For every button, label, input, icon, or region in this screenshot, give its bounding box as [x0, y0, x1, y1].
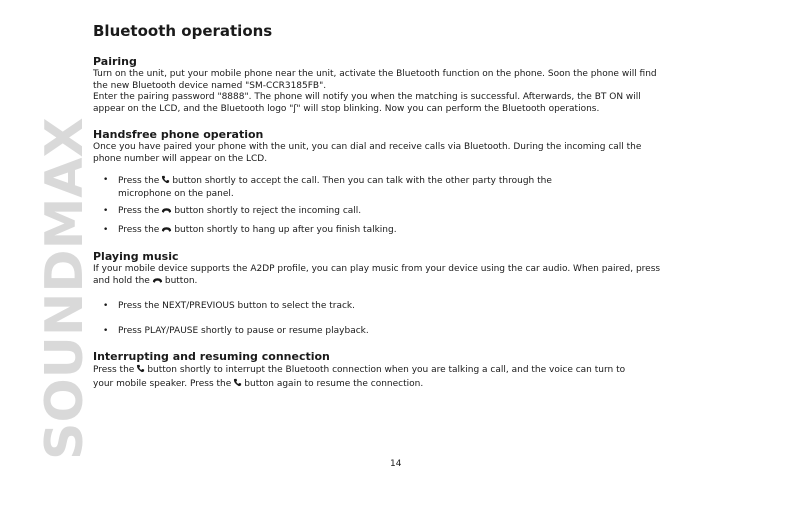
music-line-2-post: button. [164, 275, 198, 286]
handsfree-line-1: Once you have paired your phone with the unit, you can dial and receive calls via Bluetooth. During the incoming call the [93, 142, 642, 152]
bullet-dot: • [103, 224, 109, 235]
bullet-text: Press PLAY/PAUSE shortly to pause or resume playback. [118, 325, 369, 336]
pairing-line-2: the new Bluetooth device named "SM-CCR3185FB". [93, 80, 327, 91]
phone-hangup-icon [161, 226, 172, 238]
pairing-line-3: Enter the pairing password "8888". The phone will notify you when the matching is successful. Afterwards, the BT ON will [93, 92, 641, 102]
page-content [93, 20, 723, 391]
handsfree-heading: Handsfree phone operation [93, 128, 264, 141]
list-item [103, 175, 723, 200]
phone-accept-icon [161, 175, 170, 189]
list-item [103, 206, 723, 219]
bullet-dot: • [103, 175, 109, 185]
interrupt-line-2-post: button again to resume the connection. [244, 378, 424, 389]
music-heading: Playing music [93, 250, 179, 263]
list-item [103, 225, 723, 238]
bullet-text: Press the NEXT/PREVIOUS button to select the track. [118, 301, 355, 311]
pairing-line-4: appear on the LCD, and the Bluetooth logo "ʃ" will stop blinking. Now you can perform the Bluetooth operations. [93, 103, 600, 114]
bullet-dot: • [103, 206, 109, 216]
interrupt-heading: Interrupting and resuming connection [93, 350, 330, 363]
list-item [103, 326, 723, 338]
interrupt-line-2-pre: your mobile speaker. Press the [93, 378, 232, 389]
bullet-text-pre: Press the [118, 176, 160, 186]
handsfree-line-2: phone number will appear on the LCD. [93, 153, 268, 164]
bullet-text-post: button shortly to accept the call. Then you can talk with the other party through the [172, 176, 552, 186]
music-line-2 [93, 276, 723, 289]
bullet-text-continued: microphone on the panel. [118, 188, 234, 199]
phone-accept-icon [136, 364, 145, 378]
interrupt-line-1-pre: Press the [93, 365, 135, 375]
phone-accept-icon [233, 378, 242, 392]
handsfree-bullet-list [93, 175, 723, 237]
bullet-text-post: button shortly to reject the incoming call. [174, 206, 362, 216]
watermark-text: SOUNDMAX [35, 117, 95, 460]
page-number: 14 [390, 459, 402, 469]
interrupt-line-1-post: button shortly to interrupt the Bluetooth connection when you are talking a call, and the voice can turn to [147, 365, 626, 375]
bullet-dot: • [103, 301, 109, 311]
pairing-heading: Pairing [93, 55, 137, 68]
pairing-line-1: Turn on the unit, put your mobile phone near the unit, activate the Bluetooth function on the phone. Soon the phone will find [93, 69, 657, 79]
list-item [103, 301, 723, 313]
page-title: Bluetooth operations [93, 22, 273, 40]
music-line-2-pre: and hold the [93, 275, 150, 286]
bullet-text-post: button shortly to hang up after you finish talking. [174, 224, 397, 235]
brand-watermark [35, 30, 95, 460]
phone-hangup-icon [152, 277, 163, 289]
music-bullet-list [93, 301, 723, 337]
bullet-text-pre: Press the [118, 224, 160, 235]
phone-hangup-icon [161, 207, 172, 219]
bullet-text-pre: Press the [118, 206, 160, 216]
music-line-1: If your mobile device supports the A2DP profile, you can play music from your device using the car audio. When paired, press [93, 264, 661, 274]
bullet-dot: • [103, 325, 109, 336]
interrupt-line-2 [93, 378, 723, 392]
interrupt-line-1 [93, 364, 723, 378]
